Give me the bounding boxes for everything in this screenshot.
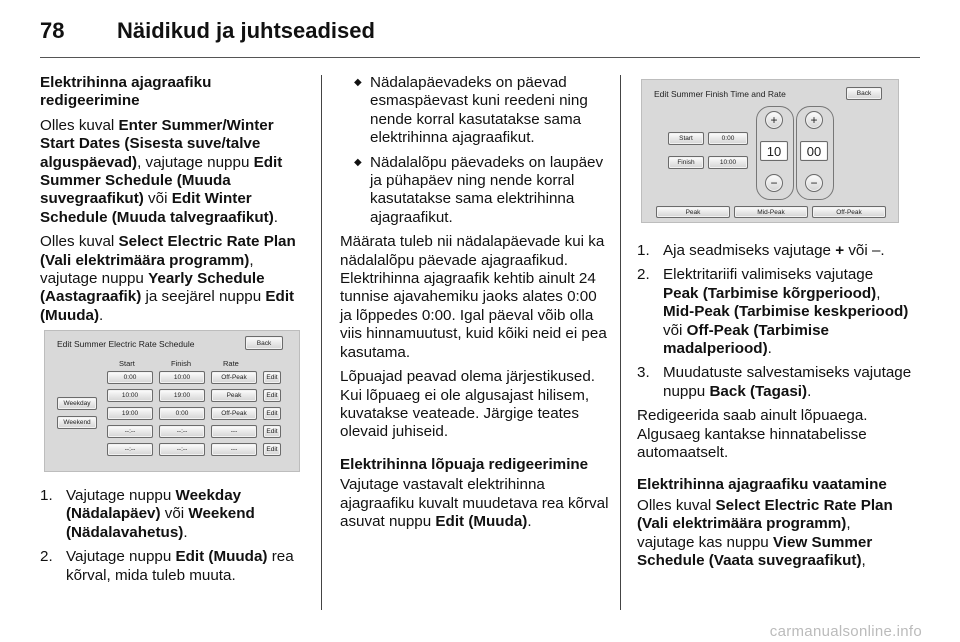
bold-term: Edit Winter Schedule (Muuda talvegraafikut) (40, 190, 274, 226)
text-run: Vajutage nuppu (66, 487, 176, 504)
screenshot-rate-schedule (44, 330, 300, 472)
text-run: . (273, 208, 278, 226)
bold-term: Mid-Peak (Tarbimise keskperiood) (663, 303, 909, 321)
column-header-finish: Finish (171, 359, 192, 368)
row-edit-button[interactable]: Edit (263, 425, 281, 438)
page-title: Näidikud ja juhtseadised (117, 18, 375, 43)
watermark: carmanualsonline.info (769, 623, 922, 640)
hour-minus-button[interactable]: − (765, 174, 783, 192)
step-number: 3. (637, 364, 650, 382)
row-start-time: 10:00 (107, 389, 153, 402)
section-heading: Elektrihinna ajagraafiku redigeerimine (40, 74, 212, 110)
step-item (637, 364, 912, 401)
bold-term: Select Electric Rate Plan (Vali elektrimäära programm) (637, 496, 893, 533)
row-start-time: 19:00 (107, 407, 153, 420)
bullet-item (340, 74, 612, 148)
back-button[interactable]: Back (846, 87, 882, 100)
bullet-text: Nädalalõpu päevadeks on laupäev ja pühapäev ning nende korral kasutatakse sama elektrihinna ajagraafikut. (370, 153, 604, 226)
column-1 (40, 74, 312, 331)
hour-plus-button[interactable]: + (765, 111, 783, 129)
off-peak-button[interactable]: Off-Peak (812, 206, 886, 218)
text-run: või (160, 505, 189, 523)
minute-value: 00 (800, 141, 828, 161)
step-number: 1. (637, 242, 650, 259)
text-run: . (527, 512, 532, 530)
row-edit-button[interactable]: Edit (263, 371, 281, 384)
paragraph: Lõpuajad peavad olema järjestikused. Kui lõpuaeg ei ole algusajast hilisem, kuvatakse veateade. Järgige teates olevaid juhiseid. (340, 368, 595, 441)
minute-minus-button[interactable]: − (805, 174, 823, 192)
bold-term: Yearly Schedule (Aastagraafik) (40, 270, 265, 306)
diamond-bullet-icon: ◆ (354, 156, 362, 168)
text-run: , vajutage nuppu (137, 153, 254, 171)
row-rate: --- (211, 425, 257, 438)
row-edit-button[interactable]: Edit (263, 407, 281, 420)
row-edit-button[interactable]: Edit (263, 443, 281, 456)
text-run: Olles kuval (637, 496, 716, 514)
bold-term: Weekend (Nädalavahetus) (66, 505, 255, 541)
text-run: Vajutage vastavalt elektrihinna ajagraafiku kuvalt muudetava rea kõrval asuvat nuppu (340, 476, 609, 530)
paragraph: Redigeerida saab ainult lõpuaega. Algusaeg kantakse hinnatabelisse automaatselt. (637, 407, 868, 462)
header-divider (40, 57, 920, 58)
bold-term: Edit (Muuda) (175, 548, 268, 566)
bold-term: Peak (Tarbimise kõrgperiood) (663, 284, 877, 302)
section-heading: Elektrihinna lõpuaja redigeerimine (340, 455, 589, 473)
step-list (40, 487, 312, 585)
row-finish-time: --:-- (159, 443, 205, 456)
paragraph (40, 117, 312, 227)
page-number: 78 (40, 18, 65, 43)
column-1-steps (40, 487, 312, 591)
screen-title: Edit Summer Finish Time and Rate (654, 89, 786, 99)
bold-term: Back (Tagasi) (709, 382, 808, 400)
text-run: Vajutage nuppu (66, 548, 176, 566)
bold-term: Edit Summer Schedule (Muuda suvegraafikut) (40, 153, 283, 208)
step-item (637, 266, 912, 358)
start-value: 0:00 (708, 132, 748, 145)
step-number: 2. (40, 548, 53, 566)
row-start-time: --:-- (107, 443, 153, 456)
bold-term: Off-Peak (Tarbimise madalperiood) (663, 321, 829, 358)
mid-peak-button[interactable]: Mid-Peak (734, 206, 808, 218)
row-rate: Peak (211, 389, 257, 402)
text-run: või (663, 321, 687, 339)
bold-term: Enter Summer/Winter Start Dates (Sisesta suve/talve alguspäevad) (40, 116, 274, 171)
bold-term: Edit (Muuda) (435, 512, 528, 530)
paragraph (40, 233, 312, 325)
column-3 (637, 242, 912, 577)
text-run: Elektritariifi valimiseks vajutage (663, 266, 874, 284)
section-heading: Elektrihinna ajagraafiku vaatamine (637, 476, 887, 494)
text-run: . (183, 523, 188, 541)
bullet-item (340, 154, 612, 228)
row-start-time: --:-- (107, 425, 153, 438)
row-finish-time: 19:00 (159, 389, 205, 402)
text-run: Muudatuste salvestamiseks vajutage nuppu (663, 364, 912, 400)
text-run: . (767, 340, 772, 358)
column-header-rate: Rate (223, 359, 239, 368)
column-header-start: Start (119, 359, 135, 368)
weekend-button[interactable]: Weekend (57, 416, 97, 429)
step-number: 1. (40, 487, 53, 504)
row-finish-time: 0:00 (159, 407, 205, 420)
text-run: , vajutage nuppu (40, 251, 254, 288)
step-item (40, 487, 312, 542)
text-run: Olles kuval (40, 116, 119, 134)
bullet-text: Nädalapäevadeks on päevad esmaspäevast kuni reedeni ning nende korral kasutatakse sama elektrihinna ajagraafikut. (370, 74, 588, 147)
text-run: , (861, 552, 866, 570)
screen-title: Edit Summer Electric Rate Schedule (57, 339, 195, 349)
hour-value: 10 (760, 141, 788, 161)
paragraph: Määrata tuleb nii nädalapäevade kui ka nädalalõpu päevade ajagraafikud. Elektrihinna ajagraafik kehtib ainult 24 tunnise ajavahemiku jaoks alates 0:00 ja lõppedes 0:00. Igal päeval võib olla viis hinnamuutust, kuid kõiki neid ei pea kasutama. (340, 233, 607, 361)
bold-term: Select Electric Rate Plan (Vali elektrimäära programm) (40, 233, 296, 269)
bullet-list (340, 74, 612, 227)
back-button[interactable]: Back (245, 336, 283, 350)
bold-term: + (835, 242, 845, 259)
row-start-time: 0:00 (107, 371, 153, 384)
text-run: Olles kuval (40, 233, 119, 251)
bold-term: Edit (Muuda) (40, 288, 295, 324)
finish-value: 10:00 (708, 156, 748, 169)
row-finish-time: --:-- (159, 425, 205, 438)
text-run: või (143, 190, 172, 208)
step-item (40, 548, 312, 585)
bold-term: Weekday (Nädalapäev) (66, 487, 242, 523)
bold-term: View Summer Schedule (Vaata suvegraafikut) (637, 533, 873, 570)
row-finish-time: 10:00 (159, 371, 205, 384)
row-rate: Off-Peak (211, 371, 257, 384)
text-run: . (99, 306, 104, 324)
text-run: Aja seadmiseks vajutage (663, 242, 836, 259)
column-divider-1 (321, 75, 322, 610)
text-run: . (807, 382, 812, 400)
minute-plus-button[interactable]: + (805, 111, 823, 129)
column-divider-2 (620, 75, 621, 610)
text-run: ja seejärel nuppu (141, 288, 266, 306)
start-label: Start (668, 132, 704, 145)
step-number: 2. (637, 266, 650, 284)
text-run: , vajutage kas nuppu (637, 515, 851, 551)
text-run: , (876, 284, 881, 302)
row-rate: Off-Peak (211, 407, 257, 420)
finish-label: Finish (668, 156, 704, 169)
step-item (637, 242, 912, 260)
paragraph (637, 497, 912, 571)
text-run: rea kõrval, mida tuleb muuta. (66, 548, 294, 584)
peak-button[interactable]: Peak (656, 206, 730, 218)
text-run: või –. (844, 242, 885, 259)
paragraph (340, 476, 612, 531)
diamond-bullet-icon: ◆ (354, 77, 362, 88)
step-list (637, 242, 912, 401)
weekday-button[interactable]: Weekday (57, 397, 97, 410)
row-rate: --- (211, 443, 257, 456)
screenshot-finish-time (641, 79, 899, 223)
row-edit-button[interactable]: Edit (263, 389, 281, 402)
column-2 (340, 74, 612, 537)
